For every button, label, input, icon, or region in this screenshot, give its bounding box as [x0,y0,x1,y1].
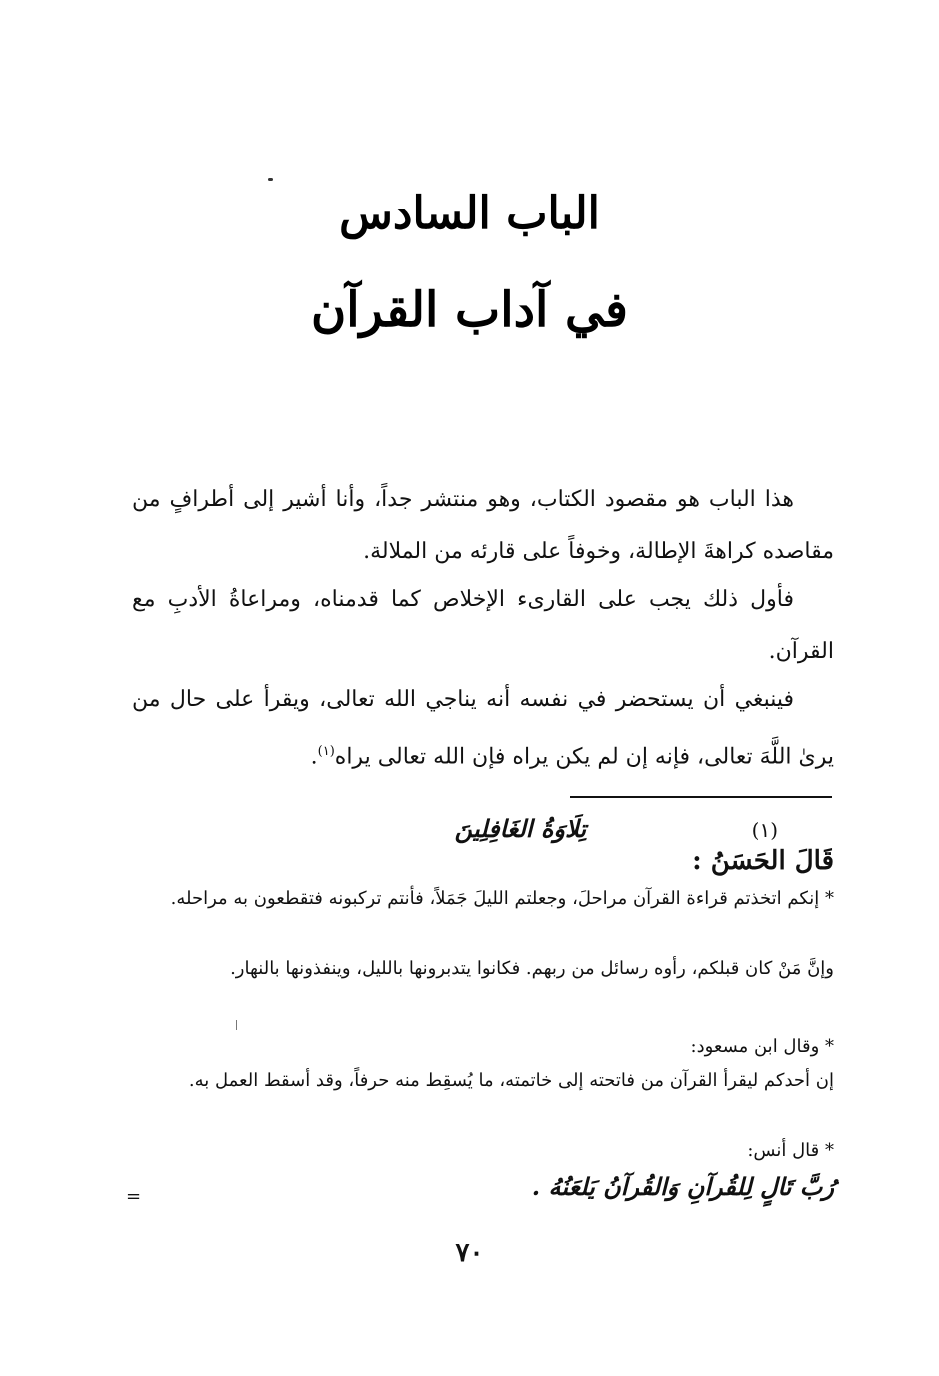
footnote-separator [570,796,832,798]
footnote-book-title: تِلَاوَةُ الغَافِلِينَ [454,814,586,843]
footnote-speaker: قَالَ الحَسَنُ : [692,846,834,876]
paragraph-1 [132,474,834,578]
printing-mark [236,1020,237,1030]
footnote-line-3: * وقال ابن مسعود: [690,1036,834,1057]
footnote-line-1: * إنكم اتخذتم قراءة القرآن مراحلَ، وجعلتم الليلَ جَمَلاً، فأنتم تركبونه فتقطعون به مراحله. [170,888,834,909]
footnote-line-2: وإنَّ مَنْ كان قبلكم، رأوه رسائل من ربهم. فكانوا يتدبرونها بالليل، وينفذونها بالنهار. [230,958,834,979]
page-number: ٧٠ [455,1238,484,1268]
paragraph-1-text: هذا الباب هو مقصود الكتاب، وهو منتشر جداً، وأنا أشير إلى أطرافٍ من مقاصده كراهةَ الإطالة، وخوفاً على قارئه من الملالة. [132,487,834,564]
footnote-reference: (١) [317,744,335,759]
paragraph-2 [132,574,834,678]
footnote-number: (١) [751,818,778,842]
chapter-subheading: في آداب القرآن [311,282,628,338]
paragraph-3-text: فينبغي أن يستحضر في نفسه أنه يناجي الله تعالى، ويقرأ على حال من يرىٰ اللَّهَ تعالى، فإنه إن لم يكن يراه فإن الله تعالى يراه [132,687,834,770]
printing-speck [268,178,273,181]
footnote-line-5: * قال أنس: [747,1140,834,1161]
chapter-heading: الباب السادس [339,188,600,239]
margin-continuation-mark: = [126,1186,142,1207]
footnote-line-6: رُبَّ تَالٍ لِلقُرآنِ وَالقُرآنُ يَلعَنُهُ . [531,1172,834,1201]
paragraph-3 [132,674,834,783]
paragraph-3-end: . [310,744,318,770]
paragraph-2-text: فأول ذلك يجب على القارىء الإخلاص كما قدمناه، ومراعاةُ الأدبِ مع القرآن. [132,587,834,664]
footnote-header [132,814,834,848]
footnote-line-4: إن أحدكم ليقرأ القرآن من فاتحته إلى خاتمته، ما يُسقِط منه حرفاً، وقد أسقط العمل به. [188,1070,834,1091]
